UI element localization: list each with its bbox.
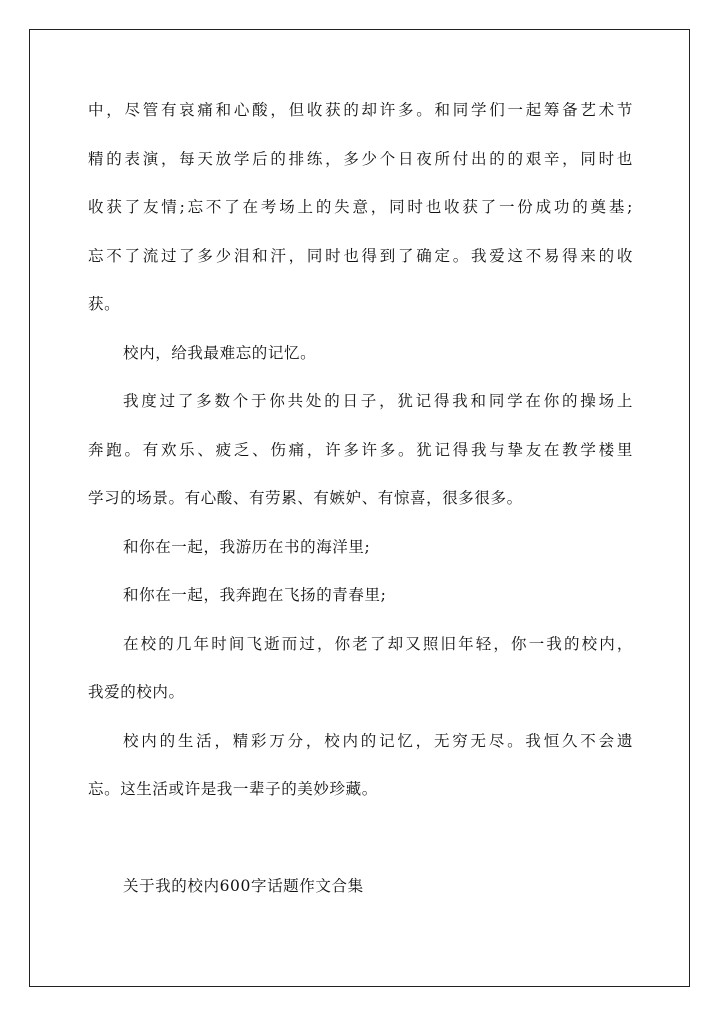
blank-line bbox=[88, 824, 633, 873]
paragraph-line: 收获了友情;忘不了在考场上的失意，同时也收获了一份成功的奠基; bbox=[88, 198, 633, 216]
paragraph-line: 忘不了流过了多少泪和汗，同时也得到了确定。我爱这不易得来的收 bbox=[88, 246, 633, 265]
paragraph-line: 学习的场景。有心酸、有劳累、有嫉妒、有惊喜，很多很多。 bbox=[88, 489, 523, 507]
paragraph-line: 获。 bbox=[88, 295, 121, 313]
document-body bbox=[88, 96, 633, 921]
paragraph-line: 和你在一起，我游历在书的海洋里; bbox=[123, 537, 371, 556]
paragraph-line: 精的表演，每天放学后的排练，多少个日夜所付出的的艰辛，同时也 bbox=[88, 149, 633, 168]
paragraph-line: 奔跑。有欢乐、疲乏、伤痛，许多许多。犹记得我与挚友在教学楼里 bbox=[88, 440, 633, 459]
paragraph-line: 在校的几年时间飞逝而过，你老了却又照旧年轻，你一我的校内， bbox=[123, 634, 633, 653]
paragraph-line: 中，尽管有哀痛和心酸，但收获的却许多。和同学们一起筹备艺术节 bbox=[88, 101, 633, 119]
paragraph-line: 校内的生活，精彩万分，校内的记忆，无穷无尽。我恒久不会遗 bbox=[123, 731, 633, 750]
paragraph-line: 忘。这生活或许是我一辈子的美妙珍藏。 bbox=[88, 780, 378, 798]
paragraph-line: 我度过了多数个于你共处的日子，犹记得我和同学在你的操场上 bbox=[123, 392, 633, 410]
document-footer-title: 关于我的校内600字话题作文合集 bbox=[123, 877, 364, 895]
paragraph-line: 校内，给我最难忘的记忆。 bbox=[123, 343, 317, 362]
paragraph-line: 和你在一起，我奔跑在飞扬的青春里; bbox=[123, 586, 387, 604]
paragraph-line: 我爱的校内。 bbox=[88, 683, 185, 701]
